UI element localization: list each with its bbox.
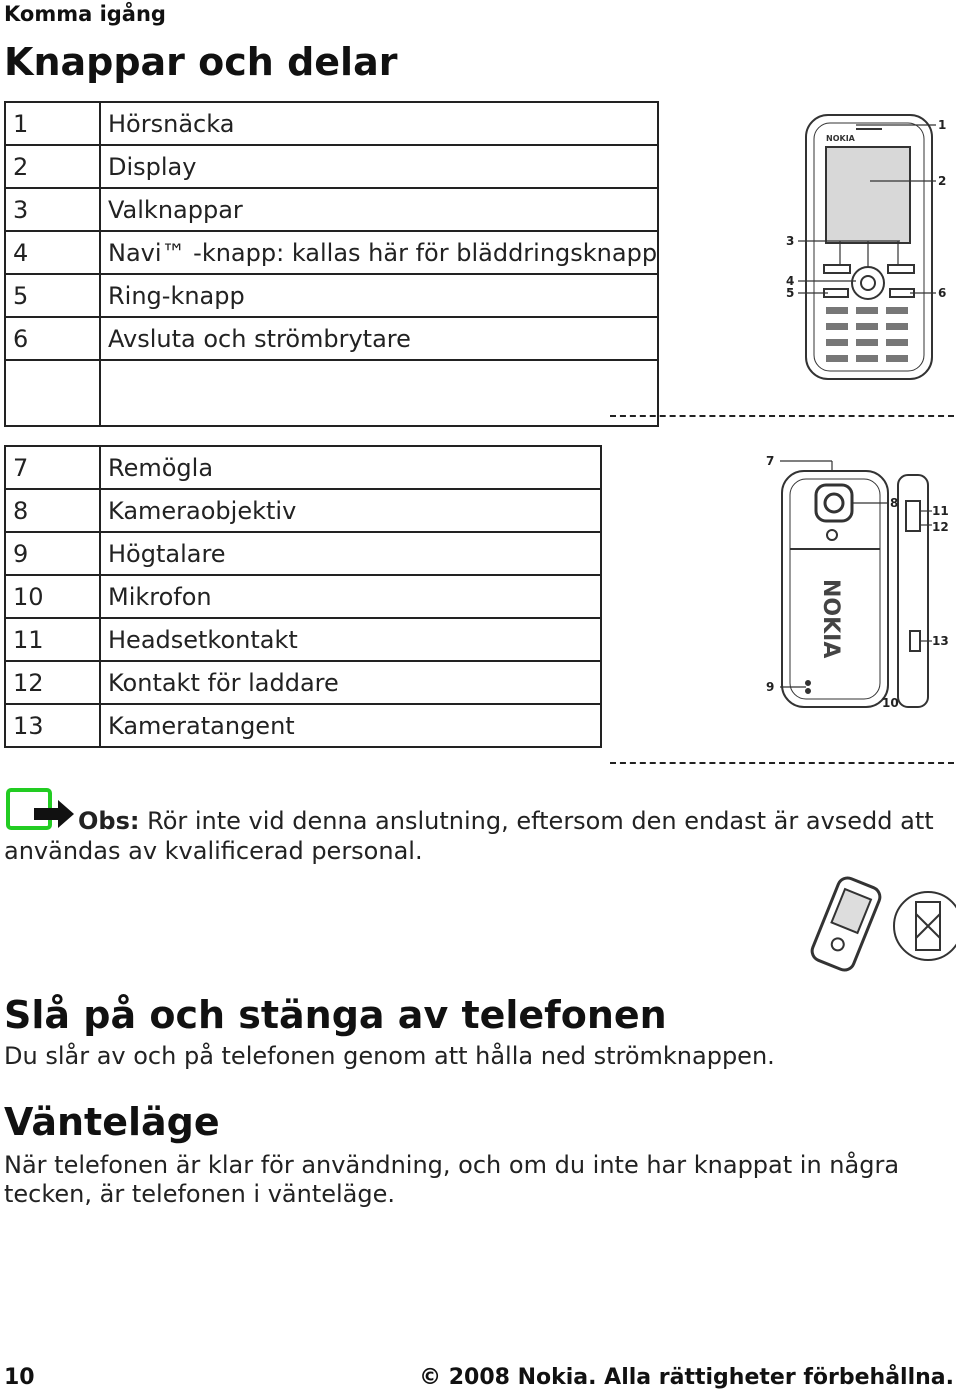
part-number: 13 xyxy=(5,704,100,747)
phone-front-illustration xyxy=(610,101,954,401)
part-name: Hörsnäcka xyxy=(100,102,658,145)
fig-label-13: 13 xyxy=(932,634,949,648)
keypad-key xyxy=(856,323,878,330)
phone-back-figure xyxy=(610,445,954,764)
part-name: Högtalare xyxy=(100,532,601,575)
empty-cell xyxy=(5,360,100,426)
table-row xyxy=(5,661,601,704)
keypad-key xyxy=(886,323,908,330)
fig-label-9: 9 xyxy=(766,680,775,694)
note-label: Obs: xyxy=(78,807,140,835)
fig-label-3: 3 xyxy=(786,234,795,248)
brand-label-back: NOKIA xyxy=(818,579,843,659)
table-row xyxy=(5,489,601,532)
part-name: Headsetkontakt xyxy=(100,618,601,661)
fig-label-5: 5 xyxy=(786,286,795,300)
empty-cell xyxy=(100,360,658,426)
part-number: 7 xyxy=(5,446,100,489)
fig-label-10: 10 xyxy=(882,696,899,710)
table-row xyxy=(5,532,601,575)
power-heading: Slå på och stänga av telefonen xyxy=(4,993,667,1037)
part-number: 9 xyxy=(5,532,100,575)
part-name: Ring-knapp xyxy=(100,274,658,317)
part-name: Kameratangent xyxy=(100,704,601,747)
part-number: 5 xyxy=(5,274,100,317)
parts-table-back xyxy=(4,445,602,748)
phone-back-illustration xyxy=(610,445,954,745)
table-row xyxy=(5,102,658,145)
table-row-empty xyxy=(5,360,658,426)
keypad-key xyxy=(886,307,908,314)
part-number: 11 xyxy=(5,618,100,661)
table-row xyxy=(5,704,601,747)
part-name: Navi™ -knapp: kallas här för bläddringsknapp xyxy=(100,231,658,274)
table-row xyxy=(5,575,601,618)
copyright: © 2008 Nokia. Alla rättigheter förbehållna. xyxy=(419,1365,954,1390)
parts-table-front xyxy=(4,101,659,427)
fig-label-11: 11 xyxy=(932,504,949,518)
part-number: 12 xyxy=(5,661,100,704)
table-row xyxy=(5,274,658,317)
fig-label-8: 8 xyxy=(890,496,899,510)
keypad-key xyxy=(856,307,878,314)
keypad-key xyxy=(856,355,878,362)
table-row xyxy=(5,231,658,274)
part-number: 8 xyxy=(5,489,100,532)
table-row xyxy=(5,618,601,661)
part-name: Display xyxy=(100,145,658,188)
part-number: 10 xyxy=(5,575,100,618)
table-row xyxy=(5,446,601,489)
fig-label-2: 2 xyxy=(938,174,947,188)
part-name: Avsluta och strömbrytare xyxy=(100,317,658,360)
table-row xyxy=(5,188,658,231)
part-name: Valknappar xyxy=(100,188,658,231)
keypad-key xyxy=(826,323,848,330)
note-text xyxy=(4,806,956,866)
fig-label-4: 4 xyxy=(786,274,795,288)
part-name: Mikrofon xyxy=(100,575,601,618)
keypad-key xyxy=(886,339,908,346)
connector-illustration xyxy=(806,874,956,974)
part-number: 3 xyxy=(5,188,100,231)
page-number: 10 xyxy=(4,1365,35,1390)
keypad-key xyxy=(826,307,848,314)
keypad-key xyxy=(856,339,878,346)
standby-heading: Vänteläge xyxy=(4,1100,220,1144)
power-text: Du slår av och på telefonen genom att hålla ned strömknappen. xyxy=(4,1042,775,1070)
fig-label-6: 6 xyxy=(938,286,947,300)
table-row xyxy=(5,317,658,360)
table-row xyxy=(5,145,658,188)
brand-label: NOKIA xyxy=(826,134,855,143)
keypad-key xyxy=(826,339,848,346)
phone-connector-figure xyxy=(806,874,956,974)
page-title: Knappar och delar xyxy=(4,40,398,84)
part-name: Kameraobjektiv xyxy=(100,489,601,532)
keypad-key xyxy=(886,355,908,362)
keypad-key xyxy=(826,355,848,362)
fig-label-1: 1 xyxy=(938,118,947,132)
fig-label-12: 12 xyxy=(932,520,949,534)
fig-label-7: 7 xyxy=(766,454,775,468)
part-number: 1 xyxy=(5,102,100,145)
part-number: 6 xyxy=(5,317,100,360)
part-name: Remögla xyxy=(100,446,601,489)
section-label: Komma igång xyxy=(4,2,166,26)
part-name: Kontakt för laddare xyxy=(100,661,601,704)
note-body: Rör inte vid denna anslutning, eftersom den endast är avsedd att användas av kvalificerad personal. xyxy=(4,807,934,865)
part-number: 2 xyxy=(5,145,100,188)
phone-front-figure xyxy=(610,101,954,417)
standby-text: När telefonen är klar för användning, och om du inte har knappat in några tecken, är telefonen i vänteläge. xyxy=(4,1151,900,1208)
part-number: 4 xyxy=(5,231,100,274)
